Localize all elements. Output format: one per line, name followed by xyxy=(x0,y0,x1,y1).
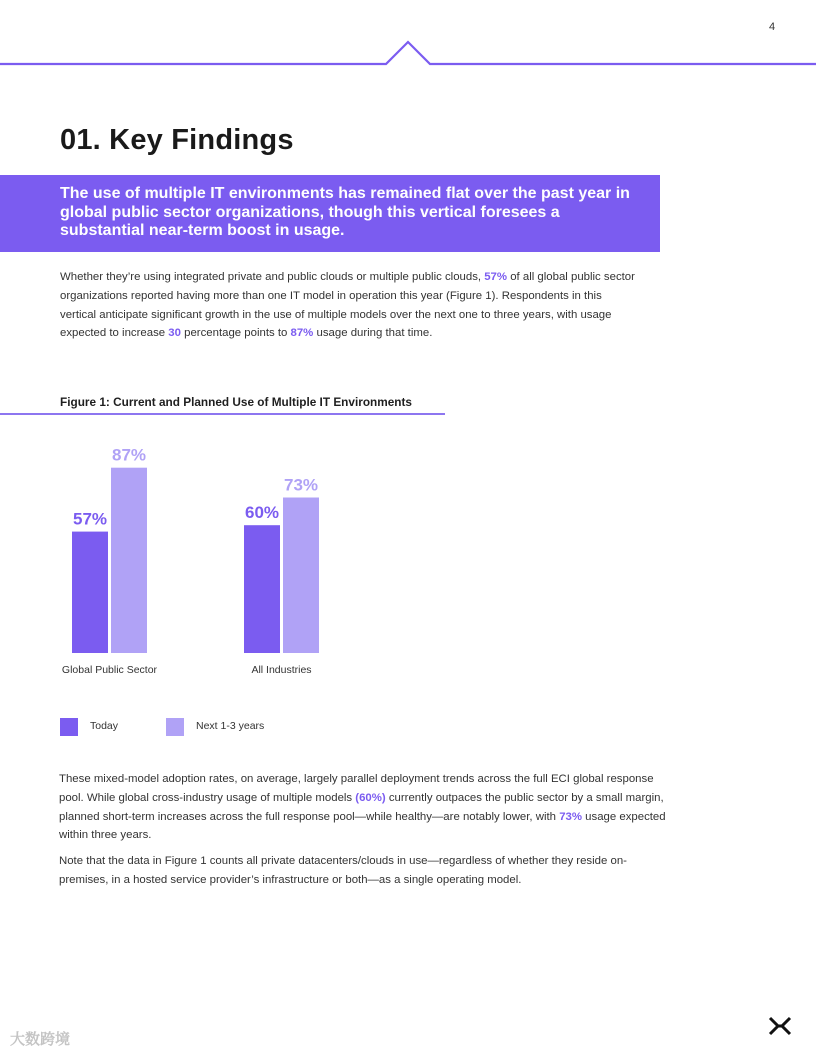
legend-swatch xyxy=(60,718,78,736)
page-number: 4 xyxy=(768,21,776,33)
data-label: 73% xyxy=(283,475,319,495)
highlight-banner-text: The use of multiple IT environments has remained flat over the past year in global public sector organizations, though this vertical foresees a substantial near-term boost in usage. xyxy=(60,185,630,239)
legend-label: Next 1-3 years xyxy=(196,720,265,732)
text-run: usage during that time. xyxy=(313,327,433,340)
highlighted-value: 87% xyxy=(290,327,314,340)
text-run: percentage points to xyxy=(180,327,291,340)
text-run: Note that the data in Figure 1 counts all private datacenters/clouds in use—regardless of whether they reside on-premises, in a hosted service provider’s infrastructure or both—as a single operating model. xyxy=(59,855,627,886)
section-title: 01. Key Findings xyxy=(60,124,294,156)
bar-today-global-public-sector xyxy=(72,532,108,653)
highlighted-value: 73% xyxy=(559,810,582,823)
header-divider xyxy=(0,38,816,68)
data-label: 57% xyxy=(72,509,108,529)
text-run: usage expected within three years. xyxy=(59,810,666,842)
note-paragraph xyxy=(59,852,669,890)
brand-x-logo-icon xyxy=(768,1016,792,1036)
text-run: Whether they’re using integrated private and public clouds or multiple public clouds, xyxy=(60,271,485,283)
highlighted-value: 57% xyxy=(484,271,508,283)
data-label: 60% xyxy=(244,503,280,523)
legend-swatch xyxy=(166,718,184,736)
text-run: currently outpaces the public sector by a small margin, planned short-term increases across the full response pool—while healthy—are notably lower, with xyxy=(59,791,664,823)
bar-next-1-3-years-all-industries xyxy=(283,498,319,653)
data-label: 87% xyxy=(111,445,147,465)
text-run: These mixed-model adoption rates, on average, largely parallel deployment trends across the full ECI global response pool. While global cross-industry usage of multiple models xyxy=(59,773,654,804)
bar-next-1-3-years-global-public-sector xyxy=(111,468,147,653)
category-label: Global Public Sector xyxy=(61,664,158,676)
text-run: of all global public sector organizations reported having more than one IT model in operation this year (Figure 1). Respondents in this vertical anticipate significant growth in the use of multiple models over the next one to three years, with usage expected to increase xyxy=(60,271,635,340)
watermark: 大数跨境 xyxy=(10,1031,71,1048)
header-notch-line xyxy=(0,42,816,64)
legend-label: Today xyxy=(90,720,119,732)
category-label: All Industries xyxy=(251,664,312,676)
bar-today-all-industries xyxy=(244,525,280,653)
chart-legend xyxy=(60,718,360,738)
highlighted-value: 30 xyxy=(168,327,181,340)
highlighted-value: (60%) xyxy=(355,791,386,804)
intro-paragraph xyxy=(60,268,640,343)
analysis-paragraph xyxy=(59,770,669,845)
bar-chart xyxy=(0,440,360,685)
figure-caption-rule xyxy=(0,413,445,415)
figure-caption: Figure 1: Current and Planned Use of Multiple IT Environments xyxy=(60,395,412,409)
highlight-banner xyxy=(0,175,660,252)
